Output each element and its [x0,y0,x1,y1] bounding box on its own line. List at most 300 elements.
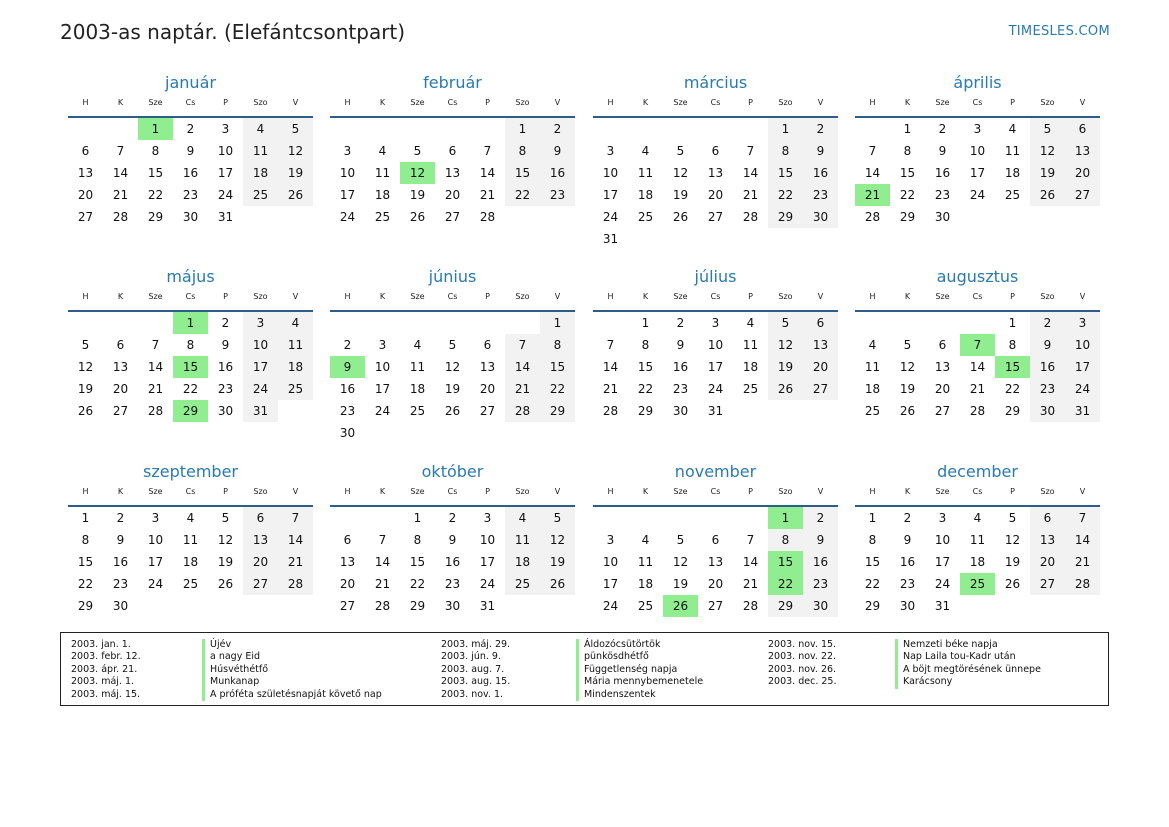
day-cell: 24 [602,599,619,613]
holiday-name: Munkanap [202,676,382,688]
empty-cell [698,118,733,140]
weekday-header [593,290,838,312]
day-cell: 8 [505,140,540,162]
empty-cell [435,118,470,140]
week-row [593,573,838,595]
day-cell: 7 [505,334,540,356]
holiday-date: 2003. máj. 1. [71,676,135,688]
weekday-label: H [344,98,351,107]
day-cell: 6 [1065,118,1100,140]
day-cell: 19 [672,188,689,202]
day-cell: 30 [934,210,951,224]
weekday-label: Szo [253,487,268,496]
day-cell: 20 [707,577,724,591]
day-cell: 5 [1030,118,1065,140]
month-name: február [423,73,482,92]
week-row [68,595,313,617]
week-row [855,356,1100,378]
day-cell: 20 [444,188,461,202]
day-cell: 7 [1065,507,1100,529]
weekday-label: Szo [515,292,530,301]
day-cell: 12 [444,360,461,374]
empty-cell [1065,595,1100,617]
day-cell: 30 [899,599,916,613]
day-cell: 15 [540,356,575,378]
month-12 [855,461,1100,617]
weekday-label: Cs [710,98,721,107]
day-cell: 5 [903,338,912,352]
day-cell: 3 [938,511,947,525]
day-cell: 31 [479,599,496,613]
day-cell: 19 [444,382,461,396]
empty-cell [698,228,733,250]
weekday-label: Szo [253,98,268,107]
day-cell: 23 [803,184,838,206]
day-cell: 18 [637,577,654,591]
day-cell: 6 [343,533,352,547]
day-cell: 17 [217,166,234,180]
weekday-label: K [117,487,124,496]
day-cell: 26 [672,210,689,224]
month-5 [68,266,313,422]
holiday-date: 2003. febr. 12. [71,651,141,663]
empty-cell [103,118,138,140]
day-cell: 12 [1004,533,1021,547]
weekday-label: H [344,292,351,301]
empty-cell [365,422,400,444]
day-cell: 31 [707,404,724,418]
empty-cell [540,595,575,617]
day-cell: 13 [707,555,724,569]
week-row [855,529,1100,551]
day-cell: 26 [1030,184,1065,206]
day-cell: 1 [540,312,575,334]
day-cell: 24 [707,382,724,396]
day-cell: 15 [768,551,803,573]
weekday-label: K [117,292,124,301]
day-cell: 9 [1030,334,1065,356]
day-cell: 20 [339,577,356,591]
weekday-label: P [1010,98,1015,107]
day-cell: 31 [602,232,619,246]
weekday-label: H [82,292,89,301]
month-6 [330,266,575,444]
day-cell: 15 [864,555,881,569]
weekday-label: V [292,487,299,496]
day-cell: 21 [855,184,890,206]
day-cell: 31 [243,400,278,422]
weekday-header [330,96,575,118]
day-cell: 24 [479,577,496,591]
day-cell: 9 [330,356,365,378]
day-cell: 5 [448,338,457,352]
weekday-label: P [485,292,490,301]
day-cell: 3 [711,316,720,330]
empty-cell [138,312,173,334]
day-cell: 31 [1065,400,1100,422]
day-cell: 4 [505,507,540,529]
day-cell: 10 [339,166,356,180]
day-cell: 20 [479,382,496,396]
empty-cell [470,422,505,444]
day-cell: 26 [1004,577,1021,591]
empty-cell [470,312,505,334]
weekday-label: Sze [673,292,688,301]
day-cell: 4 [186,511,195,525]
week-row [68,356,313,378]
weekday-label: P [1010,292,1015,301]
week-row [593,118,838,140]
empty-cell [505,422,540,444]
day-cell: 22 [182,382,199,396]
day-cell: 27 [1030,573,1065,595]
day-cell: 17 [479,555,496,569]
day-cell: 9 [186,144,195,158]
day-cell: 3 [606,144,615,158]
site-link[interactable]: TIMESLES.COM [1008,24,1110,39]
day-cell: 15 [505,162,540,184]
week-row [855,118,1100,140]
day-cell: 22 [768,573,803,595]
holiday-legend [60,632,1109,706]
week-row [68,140,313,162]
day-cell: 30 [182,210,199,224]
week-row [330,334,575,356]
day-cell: 24 [147,577,164,591]
day-cell: 24 [374,404,391,418]
day-cell: 15 [173,356,208,378]
day-cell: 19 [899,382,916,396]
holiday-name: Mindenszentek [576,689,703,701]
week-row [68,400,313,422]
day-cell: 12 [672,555,689,569]
weekday-label: V [554,487,561,496]
day-cell: 3 [606,533,615,547]
day-cell: 7 [378,533,387,547]
weekday-label: Cs [447,98,458,107]
day-cell: 21 [969,382,986,396]
weekday-label: K [904,292,911,301]
day-cell: 7 [746,144,755,158]
day-cell: 1 [81,511,90,525]
day-cell: 21 [112,188,129,202]
day-cell: 4 [868,338,877,352]
day-cell: 27 [707,210,724,224]
empty-cell [925,312,960,334]
day-cell: 16 [444,555,461,569]
empty-cell [960,206,995,228]
day-cell: 21 [742,577,759,591]
day-cell: 18 [1004,166,1021,180]
day-cell: 12 [768,334,803,356]
day-cell: 29 [173,400,208,422]
day-cell: 7 [116,144,125,158]
day-cell: 8 [641,338,650,352]
day-cell: 21 [742,188,759,202]
week-row [855,595,1100,617]
empty-cell [593,312,628,334]
day-cell: 29 [540,400,575,422]
day-cell: 26 [444,404,461,418]
week-row [330,184,575,206]
day-cell: 2 [938,122,947,136]
day-cell: 26 [409,210,426,224]
day-cell: 8 [540,334,575,356]
day-cell: 13 [934,360,951,374]
day-cell: 17 [374,382,391,396]
day-cell: 10 [1065,334,1100,356]
day-cell: 6 [938,338,947,352]
day-cell: 3 [151,511,160,525]
empty-cell [890,312,925,334]
day-cell: 12 [1030,140,1065,162]
day-cell: 25 [960,573,995,595]
day-cell: 20 [934,382,951,396]
week-row [593,184,838,206]
day-cell: 28 [742,599,759,613]
week-row [855,162,1100,184]
day-cell: 22 [409,577,426,591]
weekday-header [855,290,1100,312]
day-cell: 15 [147,166,164,180]
day-cell: 6 [243,507,278,529]
week-row [330,529,575,551]
month-2 [330,72,575,228]
day-cell: 25 [1004,188,1021,202]
week-row [593,400,838,422]
day-cell: 29 [637,404,654,418]
holiday-date: 2003. máj. 29. [441,639,511,650]
week-row [593,162,838,184]
day-cell: 23 [672,382,689,396]
day-cell: 9 [938,144,947,158]
day-cell: 11 [505,529,540,551]
day-cell: 12 [400,162,435,184]
day-cell: 5 [1008,511,1017,525]
day-cell: 26 [278,184,313,206]
day-cell: 2 [676,316,685,330]
day-cell: 17 [147,555,164,569]
day-cell: 20 [112,382,129,396]
day-cell: 5 [540,507,575,529]
month-11 [593,461,838,617]
week-row [855,312,1100,334]
day-cell: 8 [186,338,195,352]
holiday-name: Húsvéthétfő [202,664,382,676]
holiday-dates-col-2 [441,639,510,701]
day-cell: 28 [147,404,164,418]
day-cell: 20 [77,188,94,202]
empty-cell [278,595,313,617]
day-cell: 14 [479,166,496,180]
day-cell: 24 [217,188,234,202]
day-cell: 2 [540,118,575,140]
day-cell: 17 [707,360,724,374]
empty-cell [593,507,628,529]
holiday-date: 2003. jún. 9. [441,651,502,663]
empty-cell [733,118,768,140]
day-cell: 4 [641,533,650,547]
empty-cell [540,206,575,228]
weekday-label: P [485,98,490,107]
weekday-label: Szo [1040,487,1055,496]
day-cell: 14 [147,360,164,374]
day-cell: 25 [637,599,654,613]
day-cell: 10 [217,144,234,158]
day-cell: 21 [505,378,540,400]
day-cell: 3 [1065,312,1100,334]
day-cell: 1 [413,511,422,525]
day-cell: 8 [413,533,422,547]
empty-cell [243,595,278,617]
empty-cell [768,400,803,422]
day-cell: 30 [339,426,356,440]
day-cell: 9 [540,140,575,162]
day-cell: 18 [182,555,199,569]
week-row [68,507,313,529]
day-cell: 3 [973,122,982,136]
empty-cell [505,595,540,617]
month-name: augusztus [936,267,1019,286]
day-cell: 1 [768,507,803,529]
holiday-name: Nap Laila tou-Kadr után [895,651,1041,663]
day-cell: 29 [77,599,94,613]
day-cell: 7 [746,533,755,547]
day-cell: 13 [479,360,496,374]
day-cell: 18 [505,551,540,573]
day-cell: 15 [899,166,916,180]
day-cell: 17 [602,577,619,591]
day-cell: 6 [711,533,720,547]
week-row [330,507,575,529]
day-cell: 14 [505,356,540,378]
day-cell: 2 [116,511,125,525]
day-cell: 1 [173,312,208,334]
day-cell: 29 [1004,404,1021,418]
day-cell: 22 [899,188,916,202]
empty-cell [1065,206,1100,228]
day-cell: 10 [969,144,986,158]
day-cell: 4 [413,338,422,352]
day-cell: 8 [868,533,877,547]
weekday-label: Sze [148,292,163,301]
day-cell: 21 [374,577,391,591]
weekday-header [68,290,313,312]
weekday-header [68,96,313,118]
day-cell: 13 [803,334,838,356]
month-7 [593,266,838,422]
week-row [330,400,575,422]
day-cell: 16 [803,162,838,184]
day-cell: 23 [217,382,234,396]
day-cell: 21 [147,382,164,396]
week-row [593,140,838,162]
day-cell: 14 [278,529,313,551]
empty-cell [365,312,400,334]
empty-cell [365,507,400,529]
weekday-label: H [344,487,351,496]
day-cell: 2 [448,511,457,525]
day-cell: 13 [77,166,94,180]
empty-cell [365,118,400,140]
weekday-label: Sze [935,487,950,496]
weekday-label: P [485,487,490,496]
day-cell: 5 [676,533,685,547]
weekday-label: K [904,98,911,107]
day-cell: 9 [803,529,838,551]
week-row [593,228,838,250]
month-1 [68,72,313,228]
weekday-header [68,485,313,507]
day-cell: 22 [864,577,881,591]
day-cell: 26 [768,378,803,400]
day-cell: 2 [803,118,838,140]
day-cell: 17 [934,555,951,569]
holiday-names-col-1 [202,639,382,701]
empty-cell [103,312,138,334]
empty-cell [173,595,208,617]
day-cell: 11 [409,360,426,374]
day-cell: 4 [746,316,755,330]
day-cell: 27 [479,404,496,418]
day-cell: 3 [378,338,387,352]
day-cell: 19 [768,356,803,378]
weekday-label: K [379,487,386,496]
week-row [68,312,313,334]
day-cell: 14 [1065,529,1100,551]
day-cell: 19 [278,162,313,184]
day-cell: 23 [444,577,461,591]
day-cell: 25 [374,210,391,224]
weekday-label: K [642,98,649,107]
day-cell: 19 [217,555,234,569]
weekday-label: Szo [778,98,793,107]
weekday-label: Sze [935,292,950,301]
day-cell: 6 [483,338,492,352]
weekday-label: Cs [185,98,196,107]
day-cell: 22 [505,184,540,206]
day-cell: 19 [1030,162,1065,184]
day-cell: 24 [1065,378,1100,400]
week-row [330,422,575,444]
day-cell: 6 [81,144,90,158]
day-cell: 21 [278,551,313,573]
day-cell: 1 [641,316,650,330]
weekday-header [855,96,1100,118]
week-row [593,551,838,573]
day-cell: 7 [606,338,615,352]
week-row [593,206,838,228]
day-cell: 1 [868,511,877,525]
day-cell: 28 [278,573,313,595]
day-cell: 23 [182,188,199,202]
month-name: október [421,462,484,481]
day-cell: 12 [899,360,916,374]
week-row [330,206,575,228]
holiday-name: Újév [202,639,382,651]
day-cell: 7 [483,144,492,158]
day-cell: 20 [707,188,724,202]
day-cell: 29 [768,206,803,228]
day-cell: 15 [768,162,803,184]
day-cell: 29 [768,595,803,617]
day-cell: 16 [803,551,838,573]
empty-cell [663,228,698,250]
day-cell: 28 [864,210,881,224]
empty-cell [400,312,435,334]
day-cell: 3 [483,511,492,525]
holiday-name: Karácsony [895,676,1041,688]
